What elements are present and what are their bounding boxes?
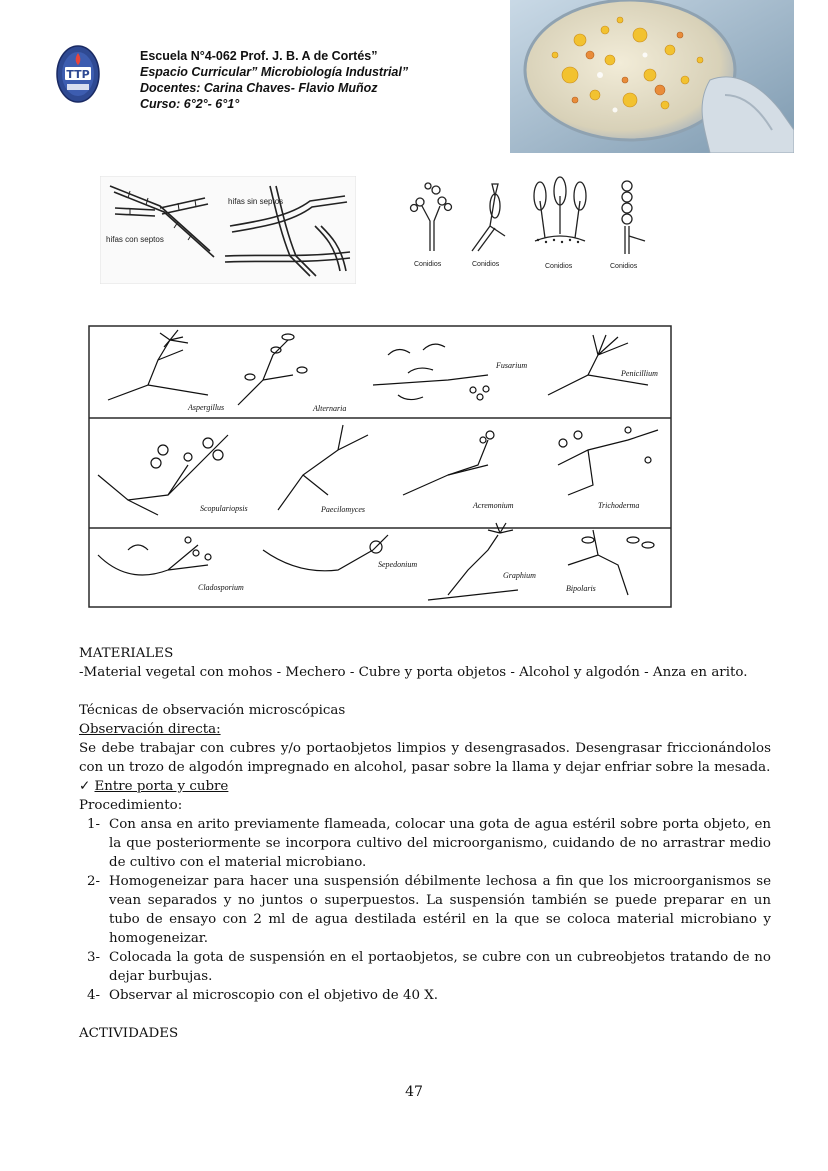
label-bipolaris: Bipolaris bbox=[566, 584, 596, 593]
label-trichoderma: Trichoderma bbox=[598, 501, 640, 510]
materials-title: MATERIALES bbox=[79, 646, 174, 661]
teachers: Docentes: Carina Chaves- Flavio Muñoz bbox=[140, 81, 378, 95]
logo-text: TTP bbox=[66, 68, 90, 81]
between-slides-title: Entre porta y cubre bbox=[94, 779, 229, 794]
between-slides-heading bbox=[79, 777, 771, 796]
step-text: Observar al microscopio con el objetivo de 40 X. bbox=[109, 988, 439, 1003]
procedure-steps bbox=[79, 815, 771, 1005]
header-block bbox=[140, 48, 408, 112]
label-cladosporium: Cladosporium bbox=[198, 583, 244, 592]
label-acremonium: Acremonium bbox=[473, 501, 514, 510]
step-text: Con ansa en arito previamente flameada, colocar una gota de agua estéril sobre porta objeto, en la que posteriormente se incorpora cultivo del microorganismo, cuidando de no arrastrar medio de cultivo con el material microbiano. bbox=[109, 817, 771, 870]
label-hyphae-without-septa: hifas sin septos bbox=[228, 197, 284, 206]
materials-list: -Material vegetal con mohos - Mechero - Cubre y porta objetos - Alcohol y algodón - Anza en arito. bbox=[79, 665, 748, 680]
label-conidia-2: Conidios bbox=[472, 261, 500, 268]
label-sepedonium: Sepedonium bbox=[378, 560, 418, 569]
document-body bbox=[79, 644, 771, 1043]
label-scopulariopsis: Scopulariopsis bbox=[200, 504, 248, 513]
curricular-space: Espacio Curricular” Microbiología Industrial” bbox=[140, 65, 409, 79]
label-conidia-4: Conidios bbox=[610, 263, 638, 270]
label-graphium: Graphium bbox=[503, 571, 536, 580]
procedure-step bbox=[79, 872, 771, 948]
direct-observation-title: Observación directa: bbox=[79, 722, 221, 737]
page-number: 47 bbox=[405, 1084, 423, 1100]
school-name: Escuela N°4-062 Prof. J. B. A de Cortés” bbox=[140, 49, 378, 63]
check-mark-icon: ✓ bbox=[79, 779, 91, 794]
label-penicillium: Penicillium bbox=[621, 369, 658, 378]
step-text: Homogeneizar para hacer una suspensión débilmente lechosa a fin que los microorganismos se vean separados y no juntos o superpuestos. La suspensión también se puede preparar en un tubo de ensayo con 2 ml de agua destilada estéril en la que se coloca material microbiano y homogeneizar. bbox=[109, 874, 771, 946]
label-fusarium: Fusarium bbox=[496, 361, 528, 370]
step-number: 2- bbox=[87, 874, 101, 889]
procedure-title: Procedimiento: bbox=[79, 798, 183, 813]
label-alternaria: Alternaria bbox=[313, 404, 347, 413]
techniques-title: Técnicas de observación microscópicas bbox=[79, 703, 346, 718]
label-conidia-3: Conidios bbox=[545, 263, 573, 270]
activities-title: ACTIVIDADES bbox=[79, 1026, 179, 1041]
procedure-step bbox=[79, 948, 771, 986]
step-number: 1- bbox=[87, 817, 101, 832]
procedure-step bbox=[79, 986, 771, 1005]
label-aspergillus: Aspergillus bbox=[188, 403, 225, 412]
step-number: 3- bbox=[87, 950, 101, 965]
label-conidia-1: Conidios bbox=[414, 261, 442, 268]
course: Curso: 6°2°- 6°1° bbox=[140, 97, 240, 111]
label-paecilomyces: Paecilomyces bbox=[321, 505, 365, 514]
direct-observation-text: Se debe trabajar con cubres y/o portaobjetos limpios y desengrasados. Desengrasar friccionándolos con un trozo de algodón impregnado en alcohol, pasar sobre la llama y dejar enfriar sobre la mesada. bbox=[79, 741, 771, 775]
procedure-step bbox=[79, 815, 771, 872]
label-hyphae-with-septa: hifas con septos bbox=[106, 235, 164, 244]
step-number: 4- bbox=[87, 988, 101, 1003]
step-text: Colocada la gota de suspensión en el portaobjetos, se cubre con un cubreobjetos tratando de no dejar burbujas. bbox=[109, 950, 771, 984]
